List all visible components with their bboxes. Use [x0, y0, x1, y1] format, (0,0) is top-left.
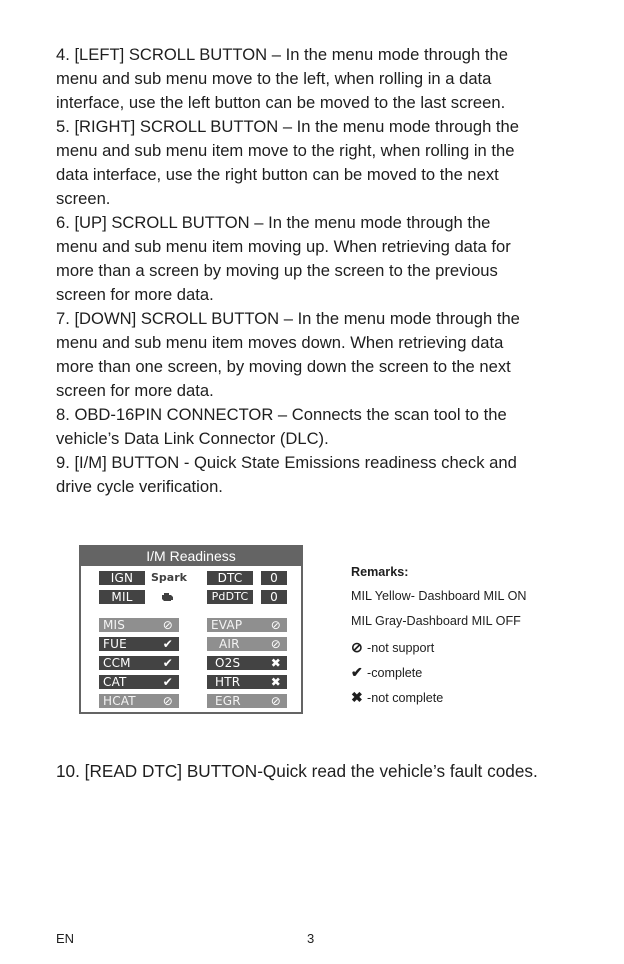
check-icon: ✔ [162, 637, 173, 651]
cross-icon: ✖ [270, 656, 281, 670]
pddtc-label: PdDTC [207, 590, 253, 604]
not-support-icon: ⊘ [351, 639, 363, 655]
not-support-icon: ⊘ [270, 694, 281, 708]
text-line: screen for more data. [56, 381, 214, 400]
footer-language: EN [56, 931, 75, 946]
monitor-o2s [207, 656, 287, 670]
remark-not-complete [351, 689, 443, 706]
not-support-icon: ⊘ [162, 694, 173, 708]
paragraph-left-scroll-button [56, 43, 576, 115]
remark-mil-yellow: MIL Yellow- Dashboard MIL ON [351, 589, 527, 603]
paragraph-up-scroll-button [56, 211, 576, 307]
cross-icon: ✖ [351, 689, 363, 705]
text-line: more than one screen, by moving down the screen to the next [56, 357, 511, 376]
page-number: 3 [307, 931, 315, 946]
panel-body [81, 566, 301, 712]
monitor-htr [207, 675, 287, 689]
monitor-label: HCAT [103, 694, 136, 708]
check-icon: ✔ [162, 675, 173, 689]
monitor-label: HTR [215, 675, 241, 689]
monitor-label: O2S [215, 656, 241, 670]
check-icon: ✔ [162, 656, 173, 670]
remarks-title: Remarks: [351, 565, 409, 579]
paragraph-obd-connector [56, 403, 576, 451]
remark-mil-gray: MIL Gray-Dashboard MIL OFF [351, 614, 521, 628]
text-line: menu and sub menu item moving up. When retrieving data for [56, 237, 511, 256]
text-line: menu and sub menu item moves down. When retrieving data [56, 333, 504, 352]
monitor-ccm [99, 656, 179, 670]
monitor-label: EGR [215, 694, 241, 708]
monitor-label: MIS [103, 618, 126, 632]
text-line: 6. [UP] SCROLL BUTTON – In the menu mode through the [56, 213, 491, 232]
engine-icon [160, 592, 174, 602]
monitor-label: CAT [103, 675, 127, 689]
not-support-icon: ⊘ [162, 618, 173, 632]
monitor-label: EVAP [211, 618, 243, 632]
monitor-evap [207, 618, 287, 632]
text-line: menu and sub menu item move to the right, when rolling in the [56, 141, 515, 160]
monitor-label: FUE [103, 637, 127, 651]
not-support-icon: ⊘ [270, 618, 281, 632]
monitor-cat [99, 675, 179, 689]
remark-text: -complete [367, 666, 423, 680]
monitor-label: AIR [219, 637, 240, 651]
text-line: 10. [READ DTC] BUTTON-Quick read the vehicle’s fault codes. [56, 761, 538, 781]
remark-complete [351, 664, 422, 681]
text-line: menu and sub menu move to the left, when rolling in a data [56, 69, 492, 88]
cross-icon: ✖ [270, 675, 281, 689]
text-line: 7. [DOWN] SCROLL BUTTON – In the menu mode through the [56, 309, 520, 328]
paragraph-right-scroll-button [56, 115, 576, 211]
monitor-egr [207, 694, 287, 708]
text-line: vehicle’s Data Link Connector (DLC). [56, 429, 329, 448]
remark-not-support [351, 639, 434, 656]
remark-text: -not support [367, 641, 435, 655]
check-icon: ✔ [351, 664, 363, 680]
paragraph-im-button [56, 451, 576, 499]
text-line: 9. [I/M] BUTTON - Quick State Emissions readiness check and [56, 453, 517, 472]
spark-label: Spark [151, 571, 187, 584]
text-line: screen for more data. [56, 285, 214, 304]
mil-label: MIL [99, 590, 145, 604]
dtc-value: 0 [261, 571, 287, 585]
dtc-label: DTC [207, 571, 253, 585]
monitor-mis [99, 618, 179, 632]
text-line: 4. [LEFT] SCROLL BUTTON – In the menu mode through the [56, 45, 508, 64]
text-line: data interface, use the right button can be moved to the next [56, 165, 499, 184]
text-line: 5. [RIGHT] SCROLL BUTTON – In the menu mode through the [56, 117, 519, 136]
paragraph-down-scroll-button [56, 307, 576, 403]
monitor-label: CCM [103, 656, 131, 670]
im-readiness-panel [79, 545, 303, 714]
pddtc-value: 0 [261, 590, 287, 604]
text-line: interface, use the left button can be moved to the last screen. [56, 93, 506, 112]
monitor-hcat [99, 694, 179, 708]
text-line: drive cycle verification. [56, 477, 223, 496]
text-line: screen. [56, 189, 111, 208]
remark-text: -not complete [367, 691, 444, 705]
monitor-fue [99, 637, 179, 651]
ign-label: IGN [99, 571, 145, 585]
not-support-icon: ⊘ [270, 637, 281, 651]
paragraph-read-dtc-button [56, 759, 576, 783]
panel-title: I/M Readiness [146, 548, 236, 564]
monitor-air [207, 637, 287, 651]
text-line: more than a screen by moving up the screen to the previous [56, 261, 498, 280]
text-line: 8. OBD-16PIN CONNECTOR – Connects the scan tool to the [56, 405, 507, 424]
